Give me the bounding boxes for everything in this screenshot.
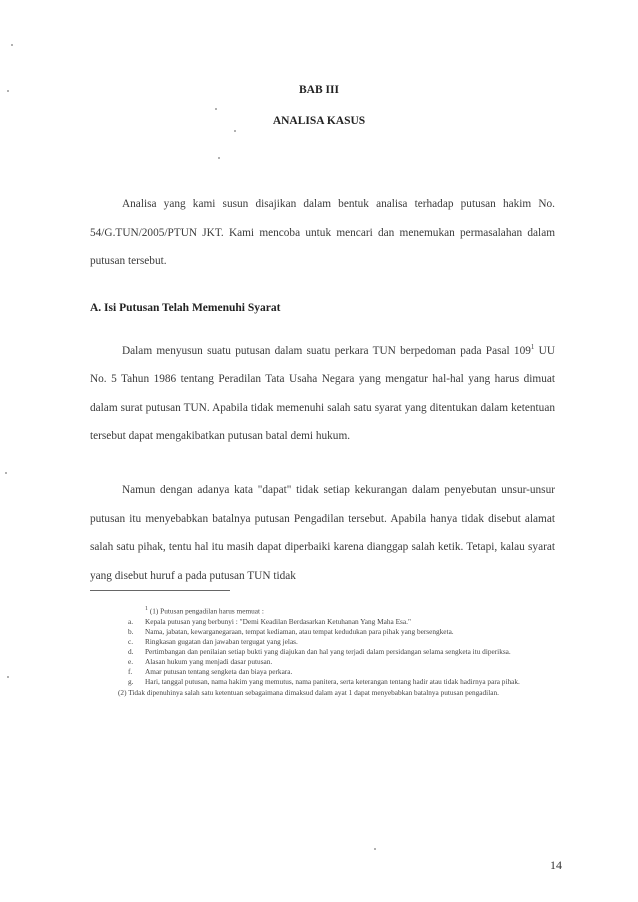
footnote-item-d: [128, 647, 558, 657]
footnote-item-text: Nama, jabatan, kewarganegaraan, tempat kediaman, atau tempat kedudukan para pihak yang bersengketa.: [145, 627, 454, 637]
scan-speck: [7, 90, 9, 92]
footnote-item-c: [128, 637, 558, 647]
scan-speck: [215, 108, 217, 110]
intro-text: Analisa yang kami susun disajikan dalam bentuk analisa terhadap putusan hakim No. 54/G.TUN/2005/PTUN JKT. Kami mencoba untuk mencari dan menemukan permasalahan dalam putusan tersebut.: [90, 198, 555, 267]
footnote-intro-text: (1) Putusan pengadilan harus memuat :: [149, 606, 264, 616]
footnote-item-f: [128, 667, 558, 677]
footnote-list: [128, 617, 558, 687]
footnote-item-text: Amar putusan tentang sengketa dan biaya perkara.: [145, 667, 293, 677]
footnote-item-label: d.: [128, 647, 134, 657]
footnote-item-label: e.: [128, 657, 134, 667]
scan-speck: [5, 472, 7, 474]
footnote-intro: [88, 604, 558, 616]
footnote-item-label: b.: [128, 627, 134, 637]
footnote-item-b: [128, 627, 558, 637]
paragraph-1-text-start: Dalam menyusun suatu putusan dalam suatu perkara TUN berpedoman pada Pasal 109: [122, 344, 531, 357]
footnote-closing: (2) Tidak dipenuhinya salah satu ketentuan sebagaimana dimaksud dalam ayat 1 dapat menyebabkan batalnya putusan pengadilan.: [118, 688, 499, 698]
footnote-item-text: Pertimbangan dan penilaian setiap bukti yang diajukan dan hal yang terjadi dalam persidangan selama sengketa itu diperiksa.: [145, 647, 511, 657]
footnote-item-text: Alasan hukum yang menjadi dasar putusan.: [145, 657, 273, 667]
section-paragraph-2: [90, 476, 555, 590]
chapter-number: BAB III: [299, 84, 339, 96]
footnote-item-label: a.: [128, 617, 134, 627]
footnote: [88, 604, 558, 698]
paragraph-1-text-end: UU No. 5 Tahun 1986 tentang Peradilan Tata Usaha Negara yang mengatur hal-hal yang harus dimuat dalam surat putusan TUN. Apabila tidak memenuhi salah satu syarat yang ditentukan dalam ketentuan tersebut dapat mengakibatkan putusan batal demi hukum.: [90, 344, 555, 443]
footnote-item-label: c.: [128, 637, 134, 647]
intro-paragraph: [90, 190, 555, 276]
footnote-item-e: [128, 657, 558, 667]
scan-speck: [374, 848, 376, 850]
scan-speck: [234, 130, 236, 132]
footnote-item-label: f.: [128, 667, 133, 677]
footnote-item-text: Kepala putusan yang berbunyi : "Demi Keadilan Berdasarkan Ketuhanan Yang Maha Esa.": [145, 617, 411, 627]
footnote-item-label: g.: [128, 677, 134, 687]
section-paragraph-1: [90, 333, 555, 451]
footnote-divider: [90, 590, 230, 591]
chapter-title: ANALISA KASUS: [272, 115, 366, 127]
footnote-item-a: [128, 617, 558, 627]
footnote-item-text: Hari, tanggal putusan, nama hakim yang memutus, nama panitera, serta keterangan tentang hadir atau tidak hadirnya para pihak.: [145, 677, 520, 687]
footnote-marker: 1: [145, 606, 148, 612]
footnote-reference: 1: [530, 343, 535, 351]
scan-speck: [7, 676, 9, 678]
page-number: 14: [550, 858, 562, 872]
paragraph-2-text: Namun dengan adanya kata "dapat" tidak setiap kekurangan dalam penyebutan unsur-unsur putusan itu menyebabkan batalnya putusan Pengadilan tersebut. Apabila hanya tidak disebut alamat salah satu pihak, tentu hal itu masih dapat diperbaiki karena dianggap salah ketik. Tetapi, kalau syarat yang disebut huruf a pada putusan TUN tidak: [90, 484, 555, 582]
footnote-item-g: [128, 677, 558, 687]
scan-speck: [218, 157, 220, 159]
section-heading: A. Isi Putusan Telah Memenuhi Syarat: [90, 302, 281, 314]
footnote-item-text: Ringkasan gugatan dan jawaban tergugat yang jelas.: [145, 637, 298, 647]
scan-speck: [11, 44, 13, 46]
